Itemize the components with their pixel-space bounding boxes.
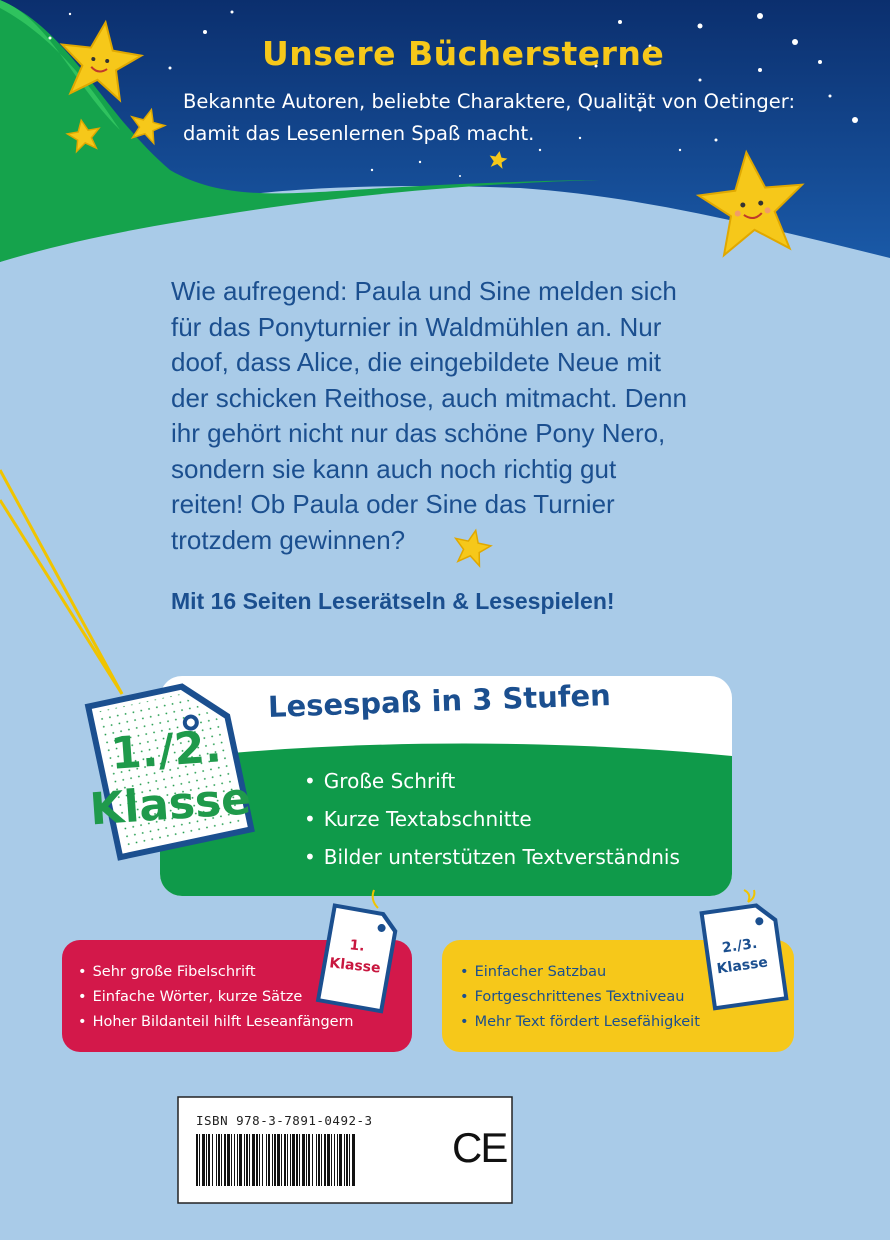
barcode-bar xyxy=(318,1134,320,1186)
main-card-list xyxy=(304,762,680,876)
isbn-number: ISBN 978-3-7891-0492-3 xyxy=(196,1113,373,1128)
barcode-bar xyxy=(337,1134,338,1186)
barcode-bar xyxy=(334,1134,335,1186)
blurb-line: der schicken Reithose, auch mitmacht. Denn xyxy=(171,382,687,413)
blurb-line: trotzdem gewinnen? xyxy=(171,524,406,555)
list-item: • Kurze Textabschnitte xyxy=(304,800,680,838)
barcode-bar xyxy=(277,1134,280,1186)
tag-large-line1: 1./2. xyxy=(109,721,224,780)
barcode-bar xyxy=(344,1134,345,1186)
tag-level1-line1: 1. xyxy=(348,937,366,955)
level1-list xyxy=(78,960,353,1035)
barcode-bar xyxy=(324,1134,326,1186)
barcode-bar xyxy=(308,1134,310,1186)
series-subtitle: Bekannte Autoren, beliebte Charaktere, Qualität von Oetinger: damit das Lesenlernen Spaß macht. xyxy=(183,90,796,145)
barcode-bar xyxy=(268,1134,270,1186)
barcode-bar xyxy=(199,1134,200,1186)
barcode-bar xyxy=(352,1134,355,1186)
blurb-line: Wie aufregend: Paula und Sine melden sich xyxy=(171,276,677,306)
barcode-bar xyxy=(234,1134,235,1186)
barcode-bar xyxy=(244,1134,245,1186)
barcode-bar xyxy=(202,1134,205,1186)
list-item: • Sehr große Fibelschrift xyxy=(78,960,353,985)
barcode-bar xyxy=(272,1134,273,1186)
barcode-bar xyxy=(239,1134,242,1186)
barcode-bar xyxy=(252,1134,255,1186)
barcode-bar xyxy=(296,1134,298,1186)
barcode-bar xyxy=(208,1134,210,1186)
list-item: • Hoher Bildanteil hilft Leseanfängern xyxy=(78,1010,353,1035)
level23-list xyxy=(460,960,700,1035)
list-item: • Große Schrift xyxy=(304,762,680,800)
barcode-bar xyxy=(281,1134,282,1186)
list-item: • Bilder unterstützen Textverständnis xyxy=(304,838,680,876)
barcode-bar xyxy=(290,1134,291,1186)
list-item: • Fortgeschrittenes Textniveau xyxy=(460,985,700,1010)
tag-large-line2: Klasse xyxy=(88,773,253,836)
barcode-bar xyxy=(287,1134,288,1186)
tag-level1-label xyxy=(322,933,390,979)
extra-puzzles-note: Mit 16 Seiten Leserätseln & Lesespielen! xyxy=(171,588,615,614)
barcode-bar xyxy=(266,1134,267,1186)
main-card-title: Lesespaß in 3 Stufen xyxy=(267,678,612,724)
barcode xyxy=(196,1134,355,1186)
barcode-bar xyxy=(331,1134,332,1186)
barcode-bar xyxy=(327,1134,330,1186)
blurb-line: reiten! Ob Paula oder Sine das Turnier xyxy=(171,489,615,519)
series-title: Unsere Büchersterne xyxy=(262,34,665,73)
barcode-bar xyxy=(321,1134,322,1186)
list-item: • Einfache Wörter, kurze Sätze xyxy=(78,985,353,1010)
barcode-bar xyxy=(259,1134,260,1186)
barcode-bar xyxy=(306,1134,307,1186)
barcode-bar xyxy=(262,1134,263,1186)
blurb-line: doof, dass Alice, die eingebildete Neue mit xyxy=(171,347,661,377)
blurb-line: ihr gehört nicht nur das schöne Pony Nero, xyxy=(171,418,666,448)
barcode-bar xyxy=(231,1134,232,1186)
barcode-bar xyxy=(339,1134,342,1186)
tag-string xyxy=(0,470,122,694)
barcode-bar xyxy=(216,1134,217,1186)
barcode-bar xyxy=(206,1134,207,1186)
barcode-bar xyxy=(292,1134,295,1186)
list-item: • Einfacher Satzbau xyxy=(460,960,700,985)
barcode-bar xyxy=(316,1134,317,1186)
tag-level1-line2: Klasse xyxy=(328,955,382,977)
barcode-bar xyxy=(221,1134,222,1186)
blurb-line: für das Ponyturnier in Waldmühlen an. Nur xyxy=(171,311,662,342)
barcode-bar xyxy=(212,1134,213,1186)
blurb-line: sondern sie kann auch noch richtig gut xyxy=(171,453,617,484)
book-blurb xyxy=(171,274,811,558)
barcode-bar xyxy=(237,1134,238,1186)
barcode-bar xyxy=(196,1134,198,1186)
tag-level23-line1: 2./3. xyxy=(721,935,759,957)
barcode-bar xyxy=(218,1134,220,1186)
barcode-bar xyxy=(312,1134,313,1186)
barcode-bar xyxy=(299,1134,300,1186)
tag-large-label xyxy=(84,719,251,838)
barcode-bar xyxy=(302,1134,305,1186)
barcode-bar xyxy=(224,1134,226,1186)
barcode-bar xyxy=(274,1134,276,1186)
barcode-bar xyxy=(256,1134,258,1186)
list-item: • Mehr Text fördert Lesefähigkeit xyxy=(460,1010,700,1035)
barcode-bar xyxy=(227,1134,230,1186)
barcode-bar xyxy=(349,1134,350,1186)
barcode-bar xyxy=(249,1134,250,1186)
barcode-bar xyxy=(284,1134,286,1186)
ce-mark: CE xyxy=(452,1124,507,1171)
barcode-bar xyxy=(346,1134,348,1186)
barcode-bar xyxy=(246,1134,248,1186)
tag-level23-line2: Klasse xyxy=(715,954,769,978)
